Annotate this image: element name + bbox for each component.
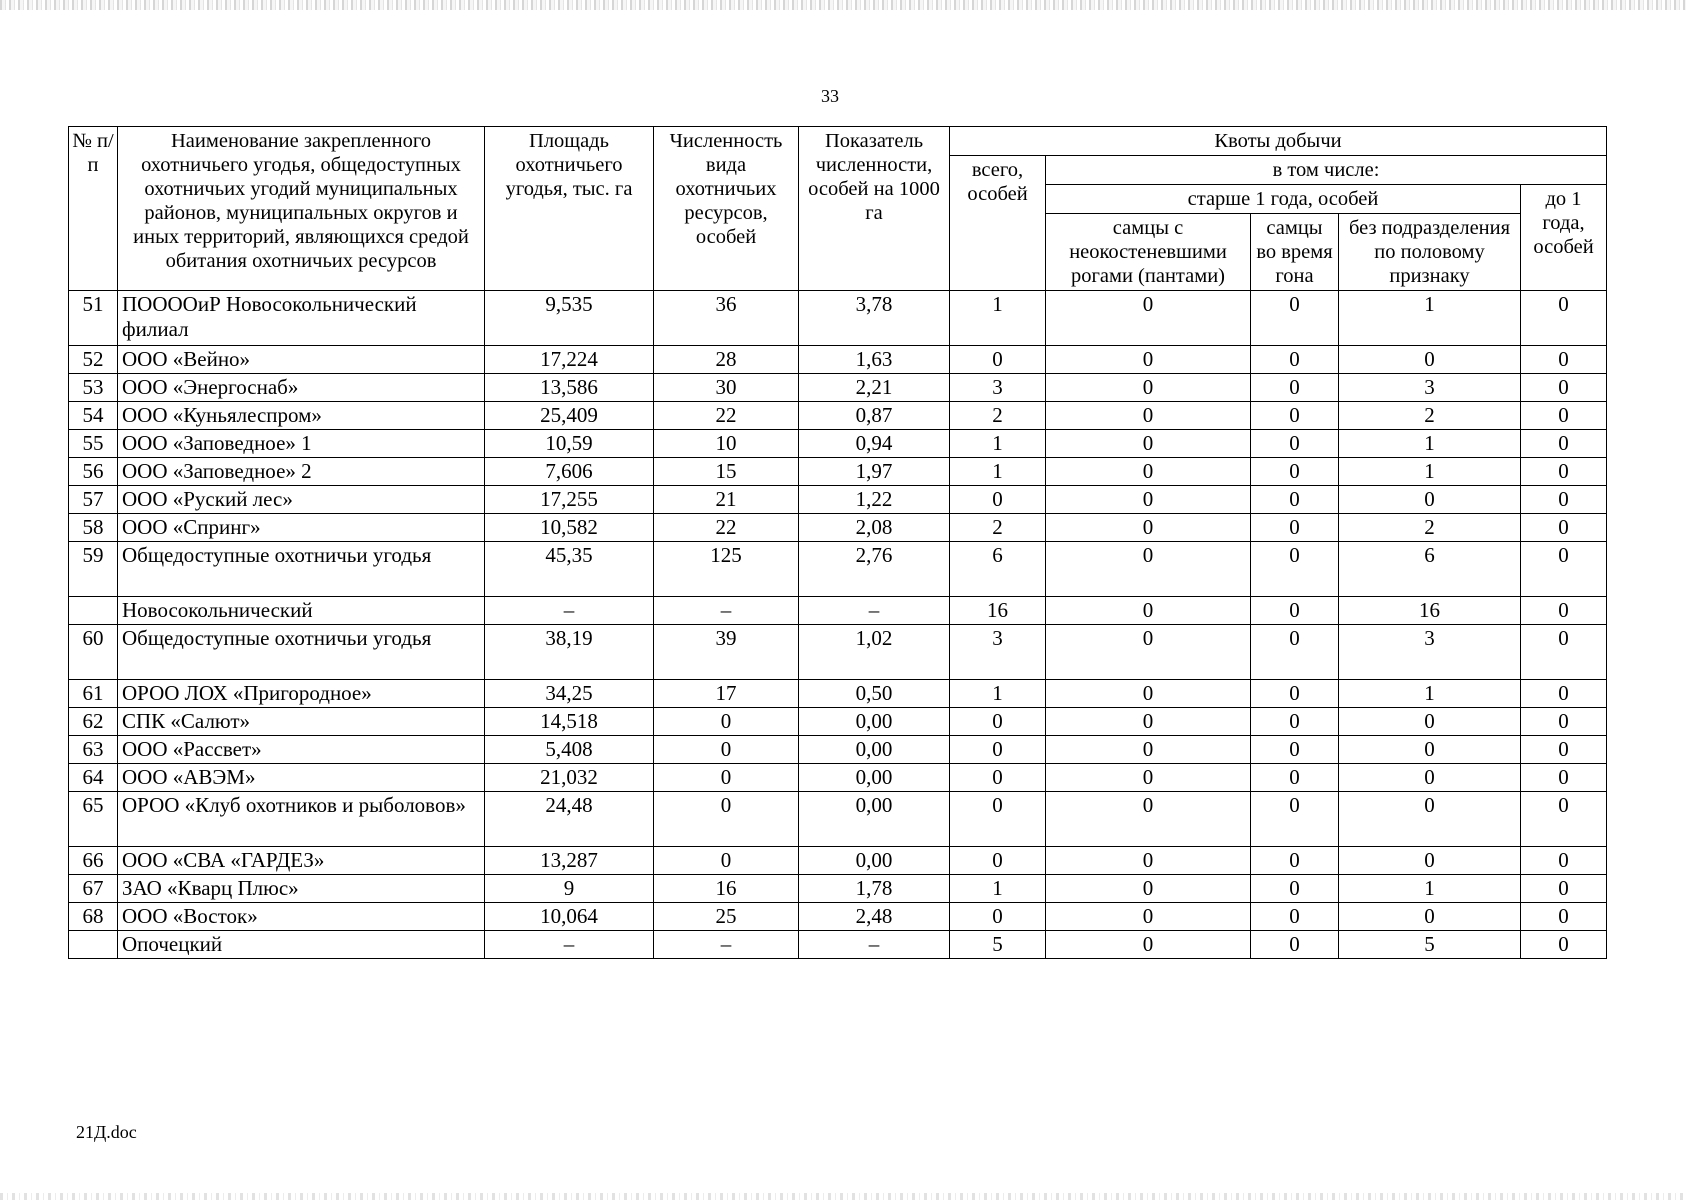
- table-row: [69, 402, 1607, 430]
- cell-area: 9,535: [485, 291, 654, 346]
- cell-name: ООО «Вейно»: [118, 346, 485, 374]
- cell-nosex: 1: [1339, 430, 1521, 458]
- cell-area: 21,032: [485, 764, 654, 792]
- table-row: [69, 374, 1607, 402]
- cell-area: 5,408: [485, 736, 654, 764]
- cell-young: 0: [1521, 680, 1607, 708]
- cell-num: 62: [69, 708, 118, 736]
- cell-area: –: [485, 597, 654, 625]
- cell-young: 0: [1521, 402, 1607, 430]
- cell-total: 0: [950, 736, 1046, 764]
- cell-name: ООО «Заповедное» 1: [118, 430, 485, 458]
- cell-area: –: [485, 931, 654, 959]
- cell-population: 39: [654, 625, 799, 680]
- cell-nosex: 5: [1339, 931, 1521, 959]
- cell-nosex: 0: [1339, 764, 1521, 792]
- cell-antlers: 0: [1046, 542, 1251, 597]
- cell-density: 0,50: [799, 680, 950, 708]
- cell-density: 3,78: [799, 291, 950, 346]
- cell-density: 2,21: [799, 374, 950, 402]
- cell-total: 1: [950, 458, 1046, 486]
- cell-nosex: 2: [1339, 402, 1521, 430]
- cell-area: 38,19: [485, 625, 654, 680]
- cell-population: 22: [654, 402, 799, 430]
- cell-density: 0,00: [799, 847, 950, 875]
- cell-density: 0,94: [799, 430, 950, 458]
- cell-population: 30: [654, 374, 799, 402]
- cell-rut: 0: [1251, 680, 1339, 708]
- table-row: [69, 430, 1607, 458]
- cell-num: 61: [69, 680, 118, 708]
- table-body: [69, 291, 1607, 959]
- cell-name: ООО «АВЭМ»: [118, 764, 485, 792]
- cell-young: 0: [1521, 374, 1607, 402]
- cell-young: 0: [1521, 514, 1607, 542]
- cell-total: 2: [950, 402, 1046, 430]
- cell-name: Общедоступные охотничьи угодья: [118, 625, 485, 680]
- cell-area: 34,25: [485, 680, 654, 708]
- header-density: Показатель численности, особей на 1000 га: [799, 127, 950, 291]
- cell-young: 0: [1521, 736, 1607, 764]
- cell-name: Новосокольнический: [118, 597, 485, 625]
- cell-area: 14,518: [485, 708, 654, 736]
- cell-num: 56: [69, 458, 118, 486]
- cell-nosex: 1: [1339, 875, 1521, 903]
- header-total: всего, особей: [950, 156, 1046, 291]
- cell-num: 64: [69, 764, 118, 792]
- cell-rut: 0: [1251, 764, 1339, 792]
- cell-num: 63: [69, 736, 118, 764]
- cell-young: 0: [1521, 792, 1607, 847]
- cell-total: 3: [950, 625, 1046, 680]
- cell-rut: 0: [1251, 402, 1339, 430]
- cell-rut: 0: [1251, 931, 1339, 959]
- cell-population: 125: [654, 542, 799, 597]
- cell-antlers: 0: [1046, 680, 1251, 708]
- header-rut: самцы во время гона: [1251, 214, 1339, 291]
- cell-name: ЗАО «Кварц Плюс»: [118, 875, 485, 903]
- cell-antlers: 0: [1046, 402, 1251, 430]
- cell-area: 9: [485, 875, 654, 903]
- cell-young: 0: [1521, 486, 1607, 514]
- cell-num: 66: [69, 847, 118, 875]
- header-young: до 1 года, особей: [1521, 185, 1607, 291]
- cell-density: 1,63: [799, 346, 950, 374]
- cell-density: 1,97: [799, 458, 950, 486]
- cell-antlers: 0: [1046, 875, 1251, 903]
- cell-total: 1: [950, 680, 1046, 708]
- cell-nosex: 16: [1339, 597, 1521, 625]
- table-row: [69, 792, 1607, 847]
- page-number: 33: [821, 86, 839, 106]
- cell-antlers: 0: [1046, 514, 1251, 542]
- cell-density: 1,22: [799, 486, 950, 514]
- cell-density: 0,87: [799, 402, 950, 430]
- cell-name: ООО «Восток»: [118, 903, 485, 931]
- table-row: [69, 903, 1607, 931]
- cell-name: Опочецкий: [118, 931, 485, 959]
- cell-total: 0: [950, 764, 1046, 792]
- header-older: старше 1 года, особей: [1046, 185, 1521, 214]
- cell-area: 7,606: [485, 458, 654, 486]
- cell-area: 10,064: [485, 903, 654, 931]
- cell-young: 0: [1521, 625, 1607, 680]
- cell-num: 65: [69, 792, 118, 847]
- header-antlers: самцы с неокостеневшими рогами (пантами): [1046, 214, 1251, 291]
- cell-nosex: 3: [1339, 374, 1521, 402]
- cell-total: 0: [950, 708, 1046, 736]
- cell-total: 5: [950, 931, 1046, 959]
- hunting-quota-table: [68, 126, 1607, 959]
- cell-num: 58: [69, 514, 118, 542]
- cell-density: 2,76: [799, 542, 950, 597]
- cell-antlers: 0: [1046, 291, 1251, 346]
- cell-young: 0: [1521, 291, 1607, 346]
- cell-density: 0,00: [799, 736, 950, 764]
- header-area: Площадь охотничьего угодья, тыс. га: [485, 127, 654, 291]
- cell-nosex: 0: [1339, 486, 1521, 514]
- header-nosex: без подразделения по половому признаку: [1339, 214, 1521, 291]
- cell-name: Общедоступные охотничьи угодья: [118, 542, 485, 597]
- cell-population: 0: [654, 847, 799, 875]
- cell-num: 59: [69, 542, 118, 597]
- cell-total: 2: [950, 514, 1046, 542]
- cell-young: 0: [1521, 708, 1607, 736]
- cell-rut: 0: [1251, 374, 1339, 402]
- cell-antlers: 0: [1046, 346, 1251, 374]
- cell-total: 1: [950, 430, 1046, 458]
- cell-rut: 0: [1251, 736, 1339, 764]
- cell-young: 0: [1521, 847, 1607, 875]
- cell-name: СПК «Салют»: [118, 708, 485, 736]
- cell-population: 0: [654, 792, 799, 847]
- cell-rut: 0: [1251, 542, 1339, 597]
- cell-name: ООО «Заповедное» 2: [118, 458, 485, 486]
- cell-density: 1,78: [799, 875, 950, 903]
- cell-population: 0: [654, 708, 799, 736]
- cell-num: 55: [69, 430, 118, 458]
- table-row: [69, 875, 1607, 903]
- table-row: [69, 486, 1607, 514]
- cell-nosex: 0: [1339, 736, 1521, 764]
- cell-name: ОРОО ЛОХ «Пригородное»: [118, 680, 485, 708]
- cell-rut: 0: [1251, 875, 1339, 903]
- cell-density: –: [799, 931, 950, 959]
- cell-rut: 0: [1251, 514, 1339, 542]
- cell-num: 67: [69, 875, 118, 903]
- cell-rut: 0: [1251, 708, 1339, 736]
- cell-density: 0,00: [799, 708, 950, 736]
- table-row: [69, 708, 1607, 736]
- cell-young: 0: [1521, 458, 1607, 486]
- cell-young: 0: [1521, 597, 1607, 625]
- cell-antlers: 0: [1046, 597, 1251, 625]
- cell-total: 0: [950, 847, 1046, 875]
- cell-num: [69, 931, 118, 959]
- cell-nosex: 1: [1339, 458, 1521, 486]
- cell-name: ООО «Рассвет»: [118, 736, 485, 764]
- cell-area: 45,35: [485, 542, 654, 597]
- header-name: Наименование закрепленного охотничьего угодья, общедоступных охотничьих угодий муниципальных районов, муниципальных округов и иных территорий, являющихся средой обитания охотничьих ресурсов: [118, 127, 485, 291]
- cell-name: ПООООиР Новосокольнический филиал: [118, 291, 485, 346]
- cell-area: 13,287: [485, 847, 654, 875]
- cell-area: 13,586: [485, 374, 654, 402]
- table-row: [69, 346, 1607, 374]
- cell-num: 57: [69, 486, 118, 514]
- cell-population: 28: [654, 346, 799, 374]
- cell-antlers: 0: [1046, 430, 1251, 458]
- cell-area: 24,48: [485, 792, 654, 847]
- table-row: [69, 458, 1607, 486]
- cell-population: 17: [654, 680, 799, 708]
- cell-nosex: 0: [1339, 903, 1521, 931]
- cell-area: 10,582: [485, 514, 654, 542]
- table-row: [69, 597, 1607, 625]
- cell-young: 0: [1521, 875, 1607, 903]
- cell-population: 10: [654, 430, 799, 458]
- table-row: [69, 931, 1607, 959]
- cell-antlers: 0: [1046, 931, 1251, 959]
- cell-antlers: 0: [1046, 486, 1251, 514]
- cell-density: 0,00: [799, 764, 950, 792]
- cell-antlers: 0: [1046, 458, 1251, 486]
- cell-nosex: 1: [1339, 680, 1521, 708]
- cell-nosex: 0: [1339, 847, 1521, 875]
- cell-name: ОРОО «Клуб охотников и рыболовов»: [118, 792, 485, 847]
- cell-young: 0: [1521, 542, 1607, 597]
- cell-rut: 0: [1251, 291, 1339, 346]
- cell-num: 60: [69, 625, 118, 680]
- cell-rut: 0: [1251, 792, 1339, 847]
- scan-edge-bottom: [0, 1193, 1686, 1200]
- cell-population: 36: [654, 291, 799, 346]
- cell-nosex: 0: [1339, 708, 1521, 736]
- cell-nosex: 3: [1339, 625, 1521, 680]
- cell-total: 1: [950, 291, 1046, 346]
- cell-name: ООО «Руский лес»: [118, 486, 485, 514]
- header-quotas: Квоты добычи: [950, 127, 1607, 156]
- cell-nosex: 0: [1339, 346, 1521, 374]
- cell-antlers: 0: [1046, 708, 1251, 736]
- table-row: [69, 625, 1607, 680]
- cell-density: 1,02: [799, 625, 950, 680]
- table-row: [69, 764, 1607, 792]
- cell-rut: 0: [1251, 625, 1339, 680]
- header-population: Численность вида охотничьих ресурсов, особей: [654, 127, 799, 291]
- cell-rut: 0: [1251, 486, 1339, 514]
- scan-edge-top: [0, 0, 1686, 10]
- cell-name: ООО «СВА «ГАРДЕЗ»: [118, 847, 485, 875]
- cell-total: 0: [950, 346, 1046, 374]
- cell-antlers: 0: [1046, 847, 1251, 875]
- cell-antlers: 0: [1046, 903, 1251, 931]
- cell-population: 0: [654, 764, 799, 792]
- cell-population: –: [654, 597, 799, 625]
- header-including: в том числе:: [1046, 156, 1607, 185]
- cell-total: 0: [950, 903, 1046, 931]
- cell-num: [69, 597, 118, 625]
- cell-young: 0: [1521, 903, 1607, 931]
- cell-young: 0: [1521, 764, 1607, 792]
- cell-rut: 0: [1251, 847, 1339, 875]
- cell-population: 15: [654, 458, 799, 486]
- table-row: [69, 542, 1607, 597]
- table-row: [69, 680, 1607, 708]
- cell-num: 51: [69, 291, 118, 346]
- cell-num: 54: [69, 402, 118, 430]
- cell-area: 17,255: [485, 486, 654, 514]
- cell-total: 0: [950, 792, 1046, 847]
- cell-total: 0: [950, 486, 1046, 514]
- cell-population: 0: [654, 736, 799, 764]
- cell-num: 53: [69, 374, 118, 402]
- cell-population: 25: [654, 903, 799, 931]
- cell-rut: 0: [1251, 597, 1339, 625]
- cell-density: –: [799, 597, 950, 625]
- cell-name: ООО «Энергоснаб»: [118, 374, 485, 402]
- cell-area: 25,409: [485, 402, 654, 430]
- cell-nosex: 2: [1339, 514, 1521, 542]
- cell-antlers: 0: [1046, 792, 1251, 847]
- table-row: [69, 514, 1607, 542]
- cell-area: 10,59: [485, 430, 654, 458]
- cell-nosex: 0: [1339, 792, 1521, 847]
- cell-nosex: 6: [1339, 542, 1521, 597]
- cell-total: 1: [950, 875, 1046, 903]
- cell-young: 0: [1521, 346, 1607, 374]
- cell-total: 6: [950, 542, 1046, 597]
- cell-rut: 0: [1251, 430, 1339, 458]
- table-row: [69, 291, 1607, 346]
- cell-population: 22: [654, 514, 799, 542]
- cell-density: 2,48: [799, 903, 950, 931]
- cell-num: 52: [69, 346, 118, 374]
- cell-antlers: 0: [1046, 764, 1251, 792]
- cell-young: 0: [1521, 931, 1607, 959]
- cell-rut: 0: [1251, 458, 1339, 486]
- cell-density: 2,08: [799, 514, 950, 542]
- cell-area: 17,224: [485, 346, 654, 374]
- cell-population: –: [654, 931, 799, 959]
- table-row: [69, 847, 1607, 875]
- cell-antlers: 0: [1046, 374, 1251, 402]
- header-num: № п/п: [69, 127, 118, 291]
- cell-name: ООО «Куньялеспром»: [118, 402, 485, 430]
- cell-total: 3: [950, 374, 1046, 402]
- cell-population: 21: [654, 486, 799, 514]
- cell-population: 16: [654, 875, 799, 903]
- footer-filename: 21Д.doc: [76, 1122, 137, 1142]
- cell-density: 0,00: [799, 792, 950, 847]
- cell-antlers: 0: [1046, 625, 1251, 680]
- cell-rut: 0: [1251, 346, 1339, 374]
- cell-name: ООО «Спринг»: [118, 514, 485, 542]
- cell-young: 0: [1521, 430, 1607, 458]
- table-row: [69, 736, 1607, 764]
- cell-nosex: 1: [1339, 291, 1521, 346]
- cell-rut: 0: [1251, 903, 1339, 931]
- cell-num: 68: [69, 903, 118, 931]
- cell-total: 16: [950, 597, 1046, 625]
- cell-antlers: 0: [1046, 736, 1251, 764]
